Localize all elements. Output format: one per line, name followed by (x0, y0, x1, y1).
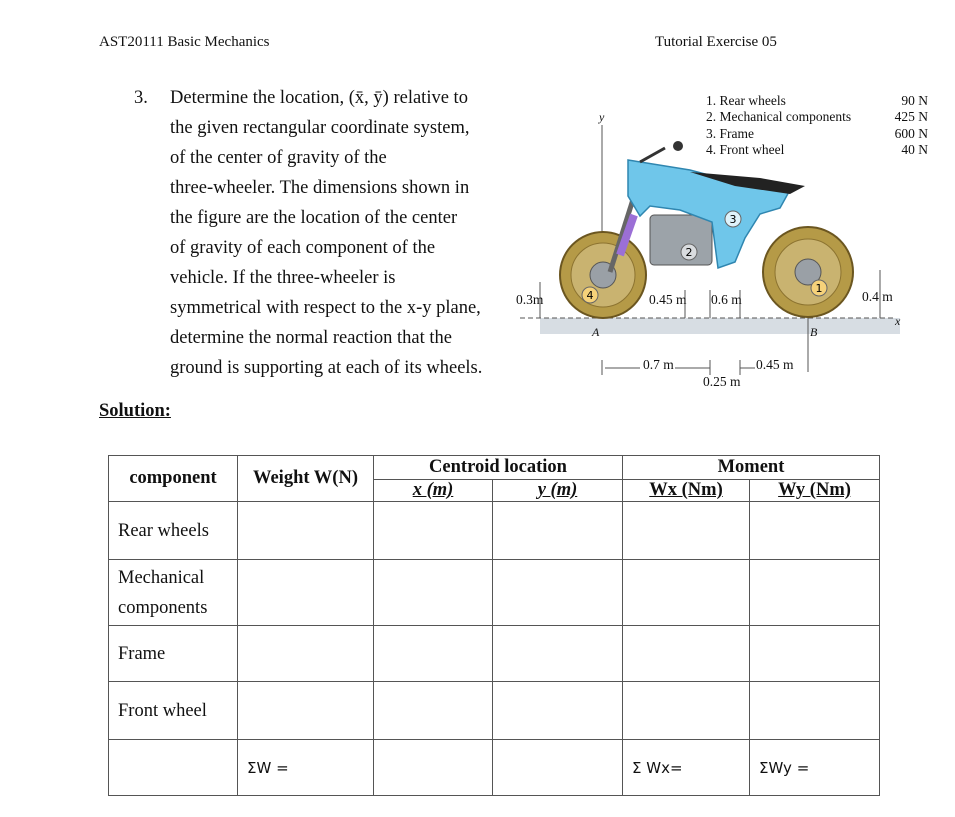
wy-cell[interactable] (750, 682, 880, 740)
row-label: Mechanical components (109, 560, 238, 626)
legend-weight: 600 N (894, 125, 928, 141)
x-cell[interactable] (374, 560, 493, 626)
engine-block (650, 215, 712, 265)
solution-table (108, 455, 880, 796)
header-y: y (m) (493, 480, 623, 502)
header-moment: Moment (623, 456, 880, 480)
legend-label: 3. Frame (706, 125, 754, 141)
sum-wy[interactable]: ΣWy = (750, 740, 880, 796)
y-axis-label: y (599, 110, 605, 124)
question-line: ground is supporting at each of its wheels. (170, 358, 483, 378)
header-x: x (m) (374, 480, 493, 502)
handlebar-grip (673, 141, 683, 151)
question-line: the figure are the location of the center (170, 208, 458, 228)
dim-engine-offset: 0.45 m (649, 292, 687, 307)
legend-weight: 90 N (901, 93, 928, 108)
table-sum-row (109, 740, 880, 796)
legend-label: 2. Mechanical components (706, 109, 852, 125)
dim-front-height: 0.3m (516, 292, 544, 307)
y-cell[interactable] (493, 502, 623, 560)
wy-cell[interactable] (750, 502, 880, 560)
table-row (109, 502, 880, 560)
dim-rear-height: 0.4 m (862, 289, 893, 304)
table-header-row (109, 456, 880, 480)
table-row (109, 626, 880, 682)
header-course: AST20111 Basic Mechanics (99, 34, 270, 50)
y-cell[interactable] (493, 682, 623, 740)
header-wx: Wx (Nm) (623, 480, 750, 502)
wx-cell[interactable] (623, 502, 750, 560)
solution-label: Solution: (99, 401, 171, 421)
legend-item (706, 109, 928, 125)
weight-cell[interactable] (238, 682, 374, 740)
question-line: the given rectangular coordinate system, (170, 118, 470, 138)
y-cell[interactable] (493, 626, 623, 682)
sum-blank-y (493, 740, 623, 796)
dim-frame-to-rear: 0.45 m (756, 357, 794, 372)
x-cell[interactable] (374, 626, 493, 682)
legend-weight: 40 N (901, 141, 928, 157)
weight-cell[interactable] (238, 502, 374, 560)
question-line: three-wheeler. The dimensions shown in (170, 178, 470, 198)
legend-weight: 425 N (894, 109, 928, 125)
question-line: determine the normal reaction that the (170, 328, 453, 348)
sum-weight[interactable]: ΣW = (238, 740, 374, 796)
dim-frame-offset: 0.6 m (711, 292, 742, 307)
header-centroid: Centroid location (374, 456, 623, 480)
wx-cell[interactable] (623, 626, 750, 682)
legend-item (706, 142, 928, 158)
question-line: of the center of gravity of the (170, 148, 387, 168)
figure-legend (706, 93, 928, 158)
legend-item (706, 93, 928, 109)
y-cell[interactable] (493, 560, 623, 626)
wy-cell[interactable] (750, 560, 880, 626)
row-label: Front wheel (109, 682, 238, 740)
wx-cell[interactable] (623, 682, 750, 740)
question-line: Determine the location, (x̄, ȳ) relative to (170, 88, 468, 108)
row-label: Rear wheels (109, 502, 238, 560)
marker-3-label: 3 (729, 213, 737, 226)
table-row (109, 682, 880, 740)
x-cell[interactable] (374, 682, 493, 740)
dim-front-to-engine: 0.7 m (643, 357, 674, 372)
sum-wx[interactable]: Σ Wx= (623, 740, 750, 796)
point-a-label: A (592, 325, 600, 339)
legend-item (706, 126, 928, 142)
handlebar (640, 148, 665, 162)
legend-label: 1. Rear wheels (706, 93, 786, 108)
marker-1-label: 1 (815, 282, 823, 295)
rear-wheel (763, 227, 853, 317)
sum-blank-x (374, 740, 493, 796)
header-title: Tutorial Exercise 05 (655, 34, 777, 50)
weight-cell[interactable] (238, 626, 374, 682)
marker-2-label: 2 (685, 246, 693, 259)
header-weight: Weight W(N) (238, 456, 374, 502)
table-row (109, 560, 880, 626)
wx-cell[interactable] (623, 560, 750, 626)
question-line: vehicle. If the three-wheeler is (170, 268, 396, 288)
question-number: 3. (134, 88, 148, 108)
row-label: Frame (109, 626, 238, 682)
front-wheel (560, 232, 646, 318)
header-component: component (109, 456, 238, 502)
question-line: symmetrical with respect to the x-y plane, (170, 298, 481, 318)
question-line: of gravity of each component of the (170, 238, 436, 258)
x-axis-label: x (895, 314, 901, 328)
marker-4-label: 4 (586, 289, 594, 302)
header-wy: Wy (Nm) (750, 480, 880, 502)
legend-label: 4. Front wheel (706, 141, 785, 157)
x-cell[interactable] (374, 502, 493, 560)
dim-engine-to-frame: 0.25 m (703, 374, 741, 389)
sum-blank (109, 740, 238, 796)
weight-cell[interactable] (238, 560, 374, 626)
point-b-label: B (810, 325, 818, 339)
wy-cell[interactable] (750, 626, 880, 682)
